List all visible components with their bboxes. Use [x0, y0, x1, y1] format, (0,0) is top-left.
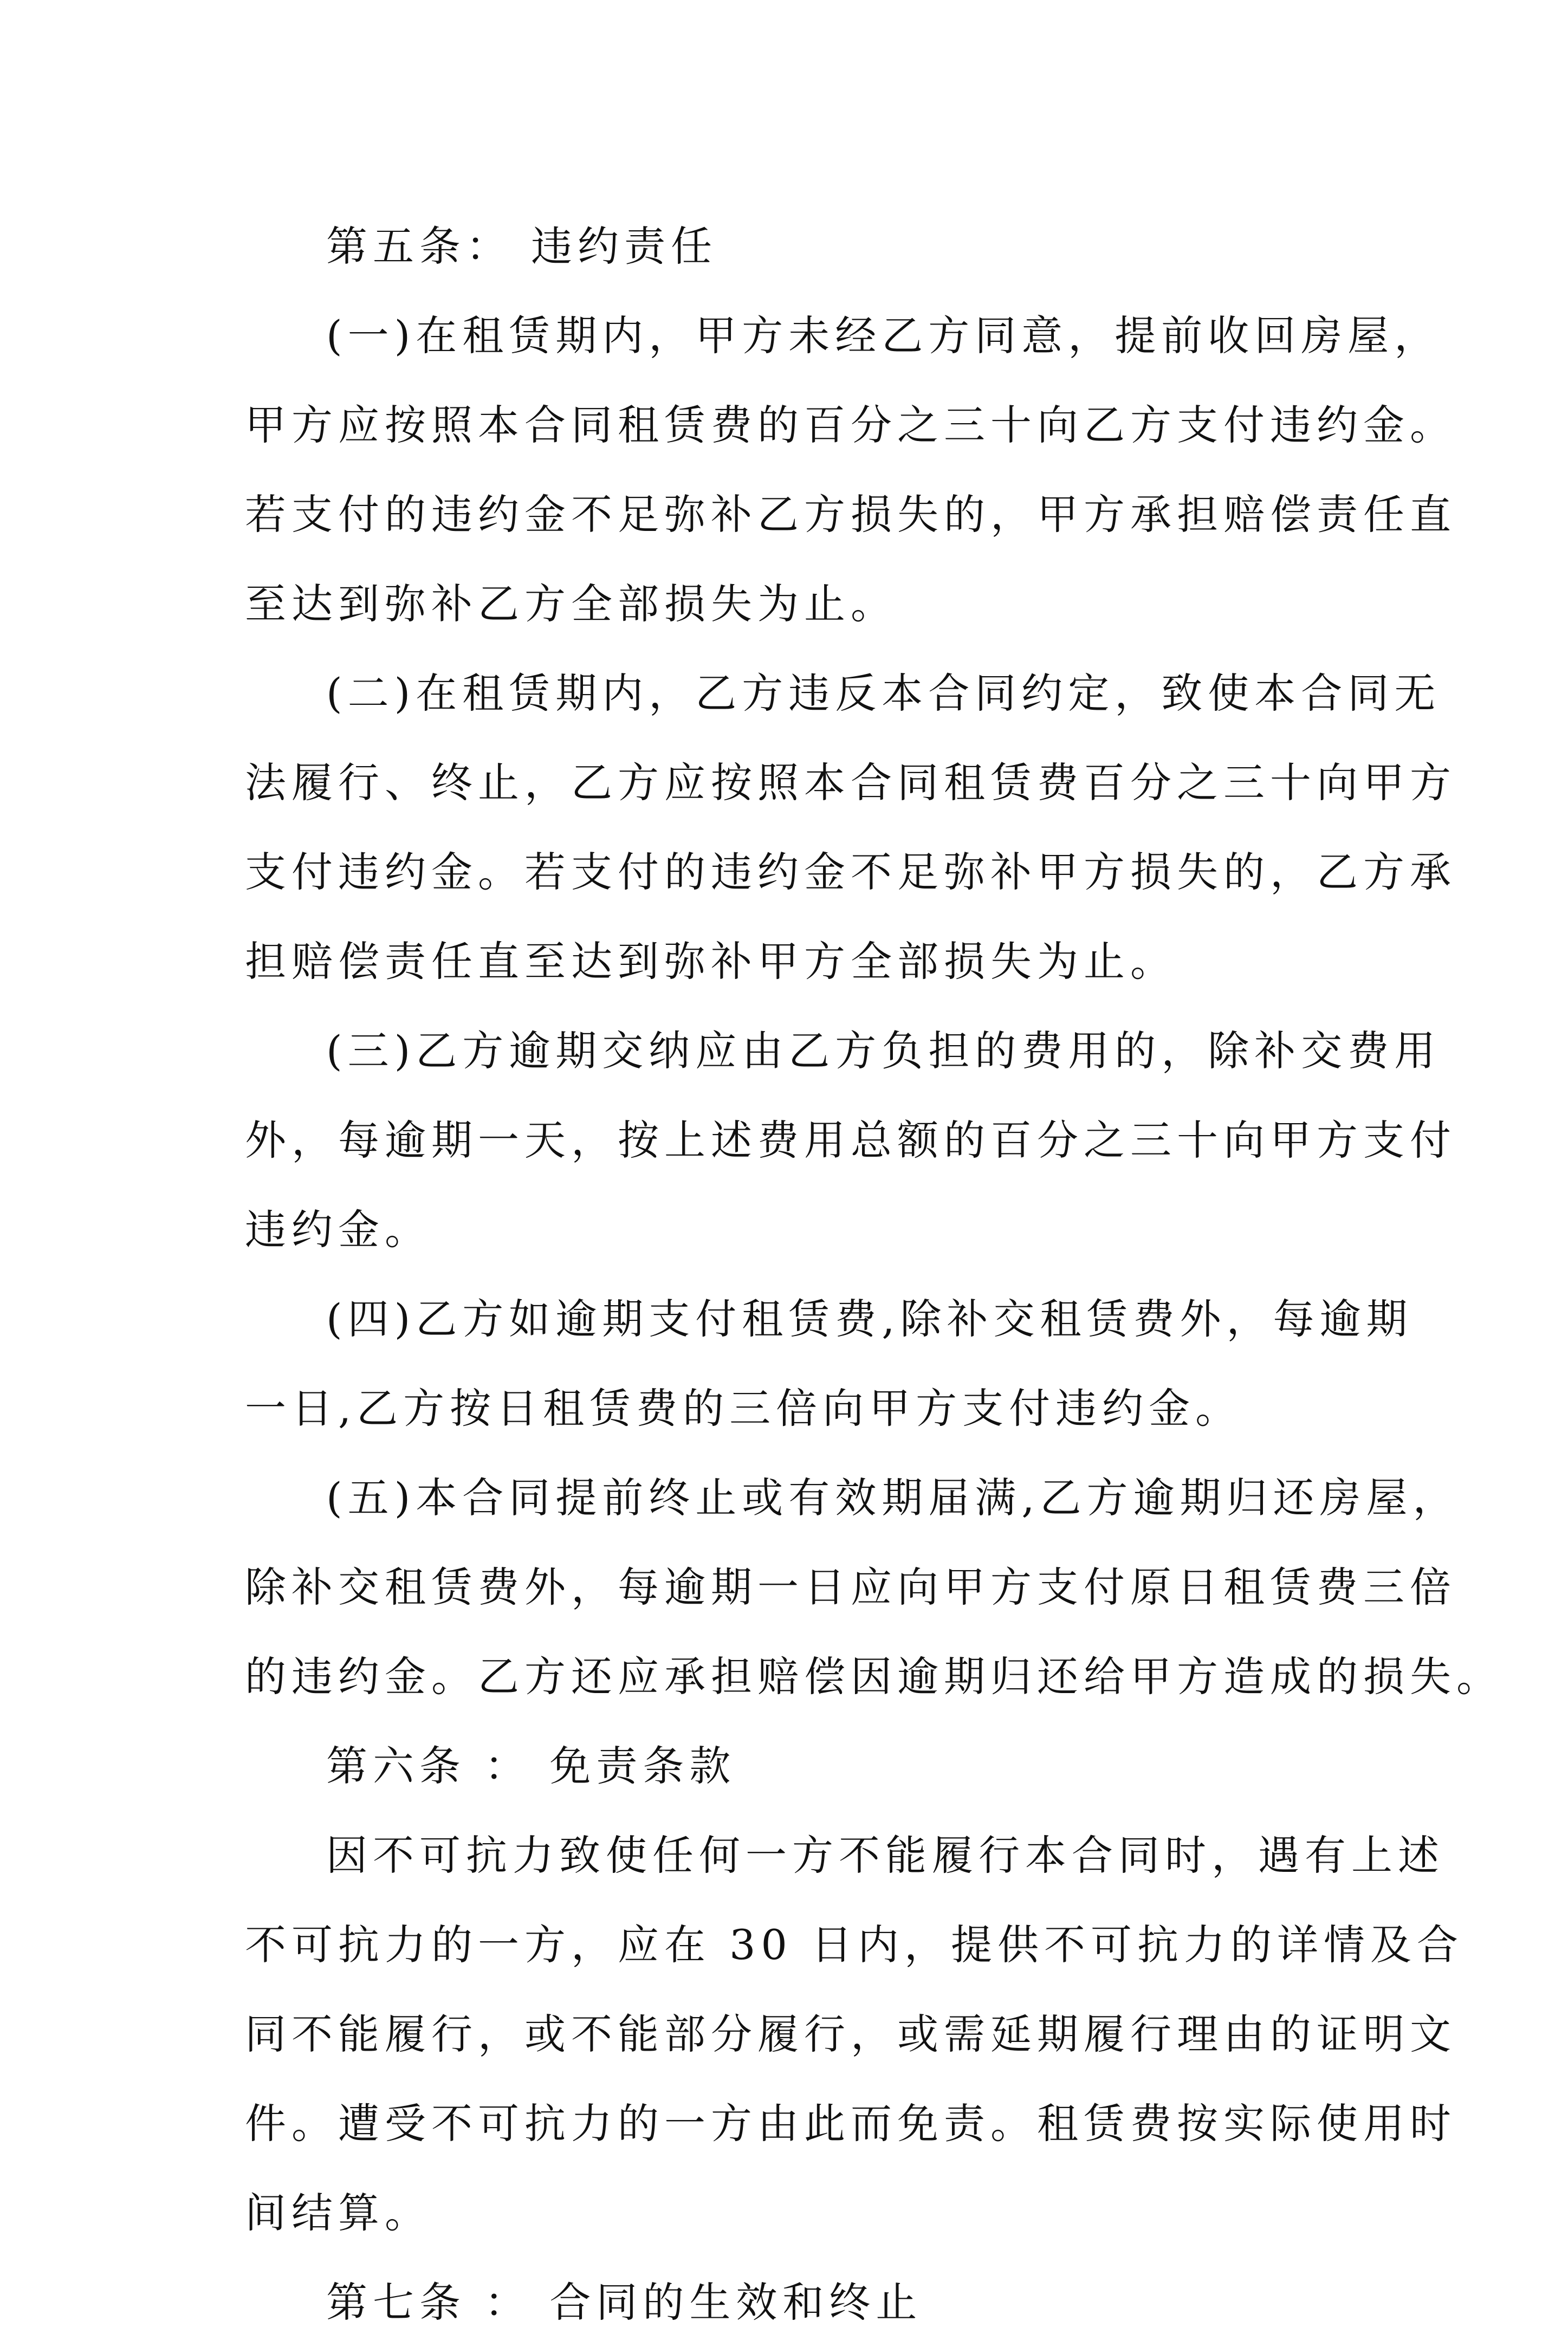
article-6-heading: 第六条 ： 免责条款	[326, 1742, 736, 1790]
paragraph-line: (一)在租赁期内，甲方未经乙方同意，提前收回房屋，	[326, 312, 1441, 360]
paragraph-line: 除补交租赁费外，每逾期一日应向甲方支付原日租赁费三倍	[245, 1563, 1456, 1611]
paragraph-line: (二)在租赁期内，乙方违反本合同约定，致使本合同无	[326, 669, 1441, 717]
paragraph-line: 若支付的违约金不足弥补乙方损失的，甲方承担赔偿责任直	[245, 490, 1456, 539]
paragraph-line: 甲方应按照本合同租赁费的百分之三十向乙方支付违约金。	[245, 401, 1456, 449]
paragraph-line: (三)乙方逾期交纳应由乙方负担的费用的，除补交费用	[326, 1027, 1441, 1075]
paragraph-line: 担赔偿责任直至达到弥补甲方全部损失为止。	[245, 937, 1177, 986]
paragraph-line: 法履行、终止，乙方应按照本合同租赁费百分之三十向甲方	[245, 758, 1456, 807]
document-body	[245, 202, 1503, 2347]
paragraph-line: 同不能履行，或不能部分履行，或需延期履行理由的证明文	[245, 2010, 1456, 2058]
paragraph-line: 外，每逾期一天，按上述费用总额的百分之三十向甲方支付	[245, 1116, 1456, 1164]
paragraph-line: 因不可抗力致使任何一方不能履行本合同时，遇有上述	[326, 1831, 1444, 1879]
paragraph-line: 违约金。	[245, 1205, 431, 1254]
paragraph-line: (四)乙方如逾期支付租赁费,除补交租赁费外，每逾期	[326, 1295, 1413, 1343]
paragraph-line: (五)本合同提前终止或有效期届满,乙方逾期归还房屋，	[326, 1474, 1460, 1522]
paragraph-line: 至达到弥补乙方全部损失为止。	[245, 580, 897, 628]
paragraph-line: 件。遭受不可抗力的一方由此而免责。租赁费按实际使用时	[245, 2099, 1456, 2148]
paragraph-line: 一日,乙方按日租赁费的三倍向甲方支付违约金。	[245, 1384, 1242, 1432]
paragraph-line: 间结算。	[245, 2189, 431, 2237]
paragraph-line: 支付违约金。若支付的违约金不足弥补甲方损失的，乙方承	[245, 848, 1456, 896]
paragraph-line: 不可抗力的一方，应在 30 日内，提供不可抗力的详情及合	[245, 1921, 1464, 1969]
paragraph-line: 的违约金。乙方还应承担赔偿因逾期归还给甲方造成的损失。	[245, 1652, 1503, 1701]
article-7-heading: 第七条 ： 合同的生效和终止	[326, 2278, 923, 2326]
article-5-heading: 第五条： 违约责任	[326, 222, 718, 270]
